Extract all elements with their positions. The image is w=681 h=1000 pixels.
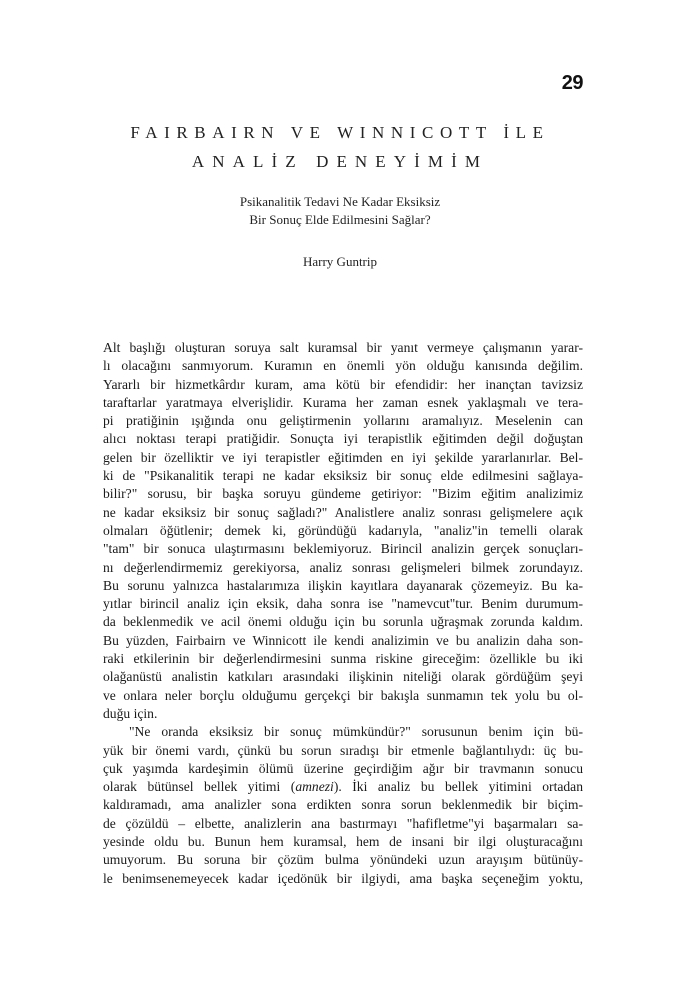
- text-line: Bu sorunu yalnızca hastalarımıza ilişkin kayıtlara dayanarak çözemeyiz. Bu ka-: [103, 577, 583, 593]
- text-line: de çözüldü – elbette, analizlerin ana bastırmayı "hafifletme"yi başarmaları sa-: [103, 815, 583, 831]
- text-line: olağanüstü analistin katkıları arasındaki ilişkinin niteliği olarak gördüğüm şeyi: [103, 669, 583, 685]
- text-line: Alt başlığı oluşturan soruya salt kuramsal bir yanıt vermeye çalışmanın yarar-: [103, 340, 583, 355]
- text-line: "Ne oranda eksiksiz bir sonuç mümkündür?" sorusunun benim için bü-: [129, 724, 583, 740]
- text-line: yük bir önemi vardı, çünkü bu sorun sıradışı bir etmenle bağlantılıydı: üç bu-: [103, 742, 583, 758]
- paragraph-2: [103, 723, 583, 888]
- text-line: lı olacağını sanmıyorum. Kuramın en önemli yön olduğu kanısında değilim.: [103, 358, 583, 374]
- text-line: pi pratiğinin ışığında onu geliştirmenin yollarını aramalıyız. Meselenin can: [103, 413, 583, 429]
- page-number: 29: [561, 72, 583, 94]
- text-line: yıtlar birincil analiz için eksik, daha sonra ise "namevcut"tur. Benim durumum-: [103, 596, 583, 612]
- body-text: [103, 339, 583, 888]
- chapter-title: [100, 118, 580, 176]
- text-line: raki etkilerinin bir değerlendirmesini sunma riskine gireceğim: özellikle bu iki: [103, 651, 583, 667]
- text-line: ne kadar eksiksiz bir sonuç sağladı?" Analistlere analiz sonrası gelişmelere açık: [103, 504, 583, 520]
- text-line: Bu yüzden, Fairbairn ve Winnicott ile kendi analizimin ve bu analizin daha son-: [103, 632, 583, 648]
- text-line: bilir?" sorusu, bir başka soruyu gündeme getiriyor: "Bizim eğitim analizimiz: [103, 486, 583, 502]
- text-line: olmaları öğütlenir; demek ki, göründüğü kadarıyla, "analiz"in temelli olarak: [103, 522, 583, 538]
- text-line: alıcı noktası terapi pratiğidir. Sonuçta iyi terapistlik eğitimden değil doğuştan: [103, 431, 583, 447]
- text-line: çuk yaşımda kardeşimin ölümü üzerine geçirdiğim ağır bir travmanın sonucu: [103, 760, 583, 776]
- text-line: umuyorum. Bu soruna bir çözüm bulma yönündeki uzun arayışım bütünüy-: [103, 852, 583, 868]
- text-line: nı değerlendirmemiz gerekiyorsa, analiz sonrası gelişmeleri bilmek zorundayız.: [103, 559, 583, 575]
- author-name: Harry Guntrip: [302, 254, 377, 269]
- text-line: da beklenmedik ve acil önemi olduğu için bu sorunla uğraşmak zorunda kaldım.: [103, 614, 583, 630]
- text-line: ve onlara neler borçlu olduğumu gerçekçi bir bakışla sunmamın tek yolu bu ol-: [103, 687, 583, 703]
- text-line: "tam" bir sonuca ulaştırmasını beklemiyoruz. Birincil analizin gerçek sonuçları-: [103, 541, 583, 557]
- text-line: Yararlı bir hizmetkârdır kuram, ama kötü bir efendidir: her inançtan tavizsiz: [103, 376, 583, 392]
- chapter-subtitle: [100, 193, 580, 229]
- text-line: duğu için.: [103, 705, 158, 721]
- text-line: kaldıramadı, ama analizler sona erdikten sonra sorun beklenmedik bir biçim-: [103, 797, 583, 813]
- italic-term: amnezi: [295, 779, 334, 795]
- subtitle-line-2: Bir Sonuç Elde Edilmesini Sağlar?: [249, 212, 431, 227]
- text-line-with-italic: [103, 778, 583, 796]
- chapter-title-line-2: ANALİZ DENEYİMİM: [191, 152, 489, 171]
- subtitle-line-1: Psikanalitik Tedavi Ne Kadar Eksiksiz: [239, 194, 441, 209]
- text-line: le benimsenemeyecek kadar içedönük bir ilgiydi, ama başka seçeneğim yoktu,: [103, 870, 583, 886]
- text-line: taraftarlar yaratmaya elverişlidir. Kurama her zaman esnek yaklaşmalı ve tera-: [103, 394, 583, 410]
- text-line: gelen bir özelliktir ve iyi terapistler eğitimden en iyi şekilde yararlanırlar. Bel-: [103, 449, 583, 465]
- text-segment: ). İki analiz bu bellek yitimini ortadan: [333, 779, 584, 795]
- text-line: ki de "Psikanalitik terapi ne kadar eksiksiz bir sonuç elde edilmesini sağlaya-: [103, 468, 583, 484]
- chapter-title-line-1: FAIRBAIRN VE WINNICOTT İLE: [130, 123, 550, 142]
- text-segment: olarak bütünsel bellek yitimi (: [103, 779, 296, 795]
- text-line: yesinde oldu bu. Bunun hem kuramsal, hem de insani bir ilgi oluşturacağını: [103, 834, 583, 850]
- paragraph-1: [103, 339, 583, 723]
